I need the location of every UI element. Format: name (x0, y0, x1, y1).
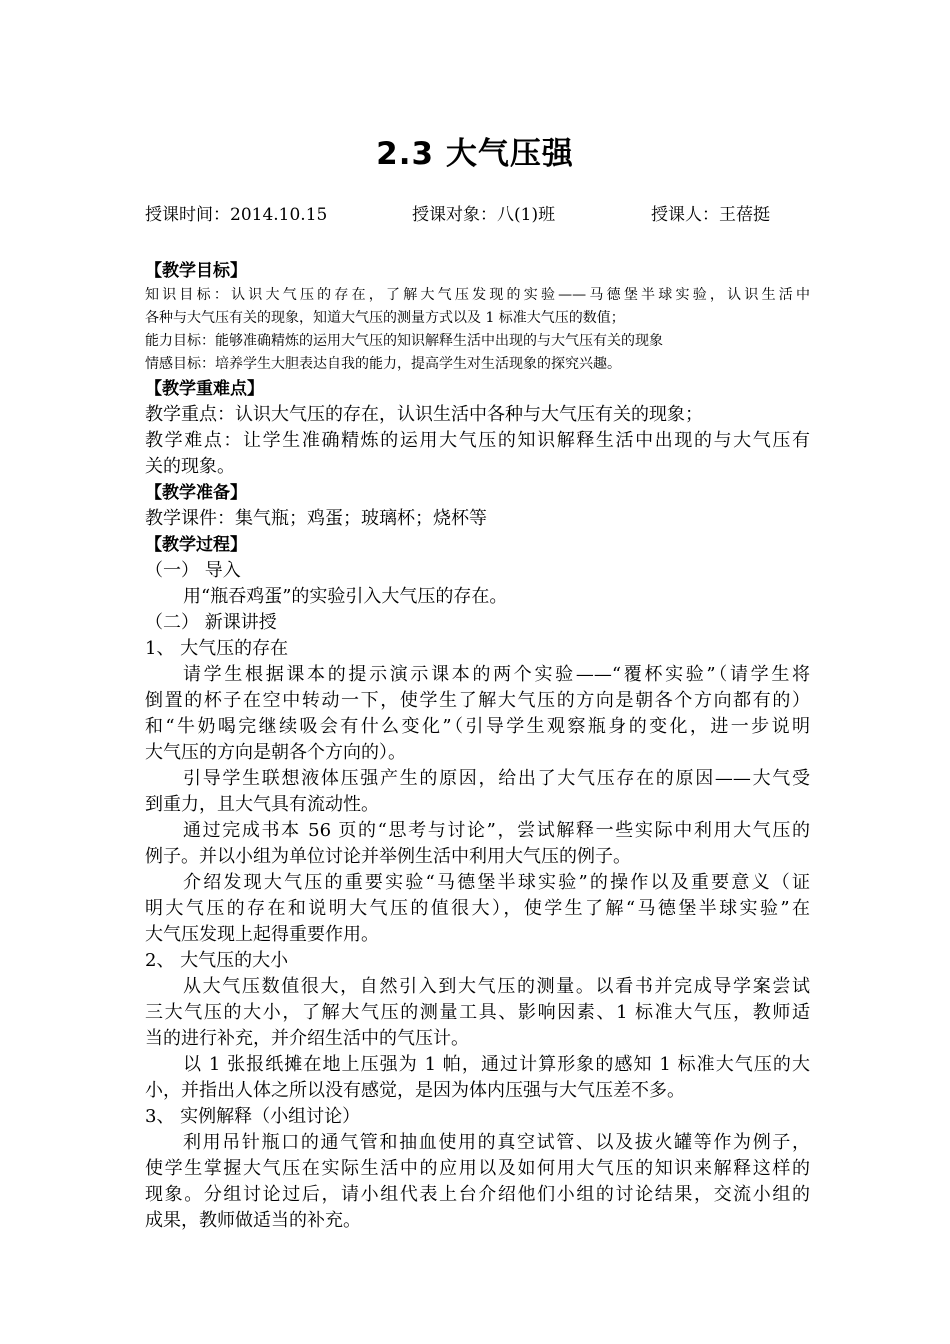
lesson-class: 授课对象：八(1)班 (412, 205, 556, 225)
text-line: 明大气压的存在和说明大气压的值很大），使学生了解“马德堡半球实验”在 (145, 898, 810, 919)
text-line: （一） 导入 (145, 560, 241, 581)
text-line: 小，并指出人体之所以没有感觉，是因为体内压强与大气压差不多。 (145, 1080, 685, 1101)
text-line: 当的进行补充，并介绍生活中的气压计。 (145, 1028, 469, 1049)
text-line: 各种与大气压有关的现象，知道大气压的测量方式以及 1 标准大气压的数值； (145, 310, 625, 326)
text-line: 教学难点：让学生准确精炼的运用大气压的知识解释生活中出现的与大气压有 (145, 430, 810, 451)
text-line: 3、 实例解释（小组讨论） (145, 1106, 361, 1127)
lesson-time: 授课时间：2014.10.15 (145, 205, 328, 225)
text-line: 例子。并以小组为单位讨论并举例生活中利用大气压的例子。 (145, 846, 631, 867)
text-line: 大气压发现上起得重要作用。 (145, 924, 379, 945)
text-line: 三大气压的大小，了解大气压的测量工具、影响因素、1 标准大气压，教师适 (145, 1002, 810, 1023)
document-title: 2.3 大气压强 (376, 136, 574, 172)
section-heading: 【教学目标】 (145, 261, 247, 281)
text-line: 教学重点：认识大气压的存在，认识生活中各种与大气压有关的现象； (145, 404, 703, 425)
text-line: 教学课件：集气瓶；鸡蛋；玻璃杯；烧杯等 (145, 508, 487, 529)
section-heading: 【教学过程】 (145, 535, 247, 555)
text-line: 能力目标：能够准确精炼的运用大气压的知识解释生活中出现的与大气压有关的现象 (145, 333, 663, 349)
text-line: 和“牛奶喝完继续吸会有什么变化”（引导学生观察瓶身的变化，进一步说明 (145, 716, 810, 737)
text-line: 介绍发现大气压的重要实验“马德堡半球实验”的操作以及重要意义（证 (183, 872, 810, 893)
text-line: 从大气压数值很大，自然引入到大气压的测量。以看书并完成导学案尝试 (183, 976, 810, 997)
text-line: 现象。分组讨论过后，请小组代表上台介绍他们小组的讨论结果，交流小组的 (145, 1184, 810, 1205)
text-line: 到重力，且大气具有流动性。 (145, 794, 379, 815)
section-heading: 【教学重难点】 (145, 379, 264, 399)
text-line: 大气压的方向是朝各个方向的）。 (145, 742, 406, 763)
section-heading: 【教学准备】 (145, 483, 247, 503)
text-line: 2、 大气压的大小 (145, 950, 289, 971)
text-line: （二） 新课讲授 (145, 612, 277, 633)
text-line: 利用吊针瓶口的通气管和抽血使用的真空试管、以及拔火罐等作为例子， (183, 1132, 810, 1153)
text-line: 成果，教师做适当的补充。 (145, 1210, 361, 1231)
document-body (145, 258, 810, 1234)
text-line: 用“瓶吞鸡蛋”的实验引入大气压的存在。 (183, 586, 508, 607)
text-line: 知识目标：认识大气压的存在，了解大气压发现的实验——马德堡半球实验，认识生活中 (145, 287, 810, 303)
text-line: 通过完成书本 56 页的“思考与讨论”，尝试解释一些实际中利用大气压的 (183, 820, 810, 841)
text-line: 使学生掌握大气压在实际生活中的应用以及如何用大气压的知识来解释这样的 (145, 1158, 810, 1179)
text-line: 引导学生联想液体压强产生的原因，给出了大气压存在的原因——大气受 (183, 768, 810, 789)
text-line: 倒置的杯子在空中转动一下，使学生了解大气压的方向是朝各个方向都有的） (145, 690, 810, 711)
text-line: 1、 大气压的存在 (145, 638, 289, 659)
text-line: 请学生根据课本的提示演示课本的两个实验——“覆杯实验”（请学生将 (183, 664, 810, 685)
text-line: 以 1 张报纸摊在地上压强为 1 帕，通过计算形象的感知 1 标准大气压的大 (183, 1054, 810, 1075)
lesson-teacher: 授课人：王蓓挺 (651, 205, 770, 225)
text-line: 情感目标：培养学生大胆表达自我的能力，提高学生对生活现象的探究兴趣。 (145, 356, 621, 372)
text-line: 关的现象。 (145, 456, 235, 477)
